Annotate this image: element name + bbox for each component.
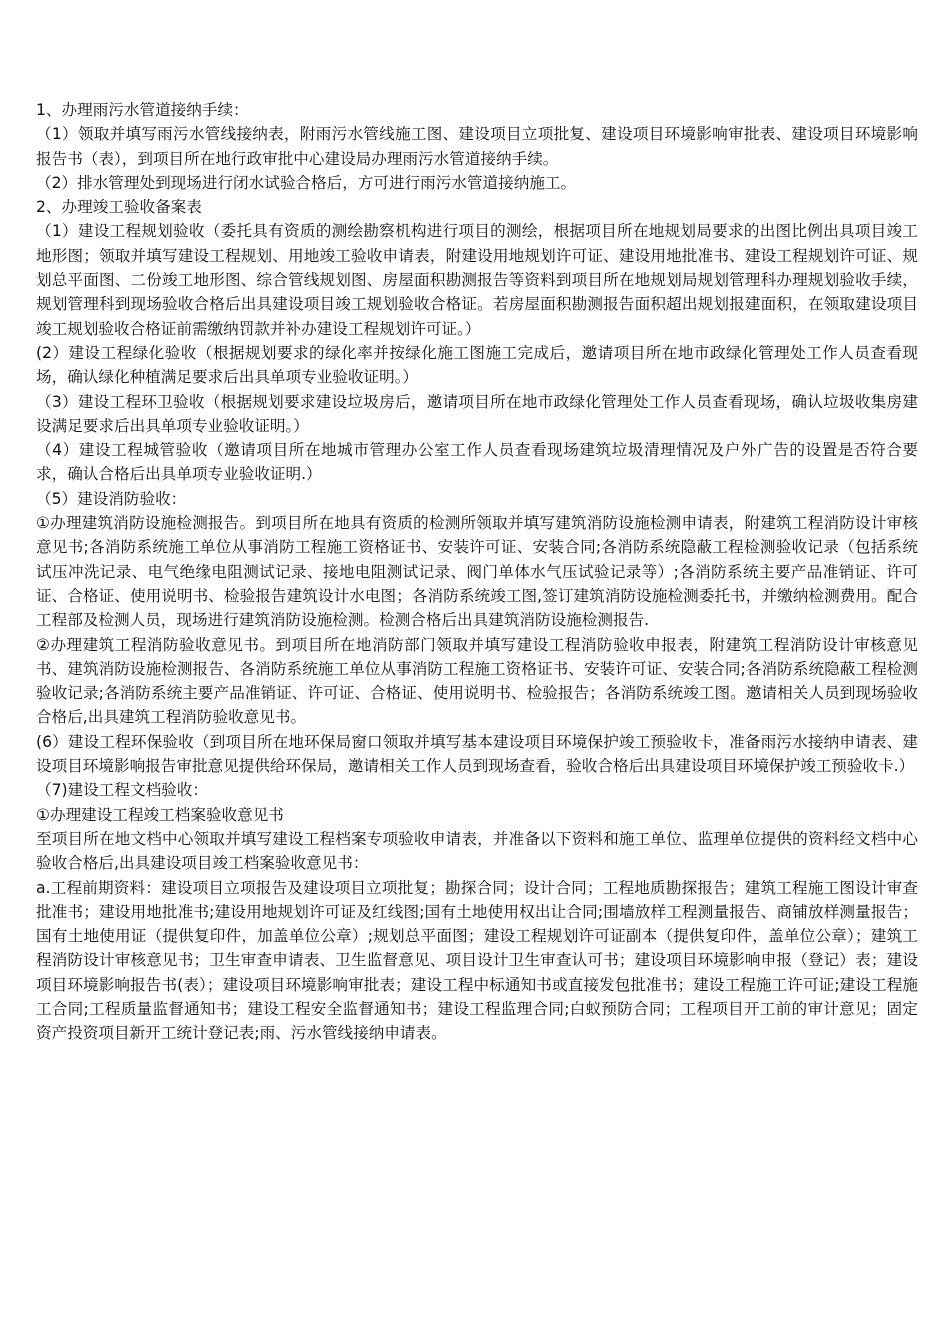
paragraph: （1）领取并填写雨污水管线接纳表，附雨污水管线施工图、建设项目立项批复、建设项目环境影响审批表、建设项目环境影响报告书（表），到项目所在地行政审批中心建设局办理雨污水管道接纳手续。 [36,125,918,168]
paragraph: （1）建设工程规划验收（委托具有资质的测绘勘察机构进行项目的测绘，根据项目所在地规划局要求的出图比例出具项目竣工地形图；领取并填写建设工程规划、用地竣工验收申请表，附建设用地规划许可证、建设用地批准书、建设工程规划许可证、规划总平面图、二份竣工地形图、综合管线规划图、房屋面积勘测报告等资料到项目所在地规划局规划管理科办理规划验收手续，规划管理科到现场验收合格后出具建设项目竣工规划验收合格证。若房屋面积勘测报告面积超出规划报建面积，在领取建设项目竣工规划验收合格证前需缴纳罚款并补办建设工程规划许可证。） [36,222,918,338]
paragraph: ②办理建筑工程消防验收意见书。到项目所在地消防部门领取并填写建设工程消防验收申报表，附建筑工程消防设计审核意见书、建筑消防设施检测报告、各消防系统施工单位从事消防工程施工资格证书、安装许可证、安装合同;各消防系统隐蔽工程检测验收记录;各消防系统主要产品准销证、许可证、合格证、使用说明书、检验报告；各消防系统竣工图。邀请相关人员到现场验收合格后,出具建筑工程消防验收意见书。 [36,635,918,727]
section-heading-2: 2、办理竣工验收备案表 [36,198,202,217]
paragraph: （3）建设工程环卫验收（根据规划要求建设垃圾房后，邀请项目所在地市政绿化管理处工作人员查看现场，确认垃圾收集房建设满足要求后出具单项专业验收证明。） [36,392,918,435]
document-body [36,98,918,1046]
item-heading: ①办理建设工程竣工档案验收意见书 [36,805,284,824]
paragraph: (2）建设工程绿化验收（根据规划要求的绿化率并按绿化施工图施工完成后，邀请项目所在地市政绿化管理处工作人员查看现场，确认绿化种植满足要求后出具单项专业验收证明。） [36,343,918,387]
subsection-heading: （7)建设工程文档验收： [36,781,208,800]
paragraph: 至项目所在地文档中心领取并填写建设工程档案专项验收申请表，并准备以下资料和施工单位、监理单位提供的资料经文档中心验收合格后,出具建设项目竣工档案验收意见书： [36,829,918,873]
paragraph: (6）建设工程环保验收（到项目所在地环保局窗口领取并填写基本建设项目环境保护竣工预验收卡，准备雨污水接纳申请表、建设项目环境影响报告审批意见提供给环保局，邀请相关工作人员到现场查看，验收合格后出具建设项目环境保护竣工预验收卡.） [36,732,918,776]
section-heading-1: 1、办理雨污水管道接纳手续： [36,101,249,119]
paragraph: （2）排水管理处到现场进行闭水试验合格后，方可进行雨污水管道接纳施工。 [36,173,577,192]
paragraph: a.工程前期资料：建设项目立项报告及建设项目立项批复；勘探合同；设计合同；工程地质勘探报告；建筑工程施工图设计审查批准书；建设用地批准书;建设用地规划许可证及红线图;国有土地使用权出让合同;围墙放样工程测量报告、商铺放样测量报告；国有土地使用证（提供复印件，加盖单位公章）;规划总平面图；建设工程规划许可证副本（提供复印件，盖单位公章）；建筑工程消防设计审核意见书；卫生审查申请表、卫生监督意见、项目设计卫生审查认可书；建设项目环境影响申报（登记）表；建设项目环境影响报告书(表）；建设项目环境影响审批表；建设工程中标通知书或直接发包批准书；建设工程施工许可证;建设工程施工合同;工程质量监督通知书；建设工程安全监督通知书；建设工程监理合同;白蚁预防合同；工程项目开工前的审计意见；固定资产投资项目新开工统计登记表;雨、污水管线接纳申请表。 [36,878,918,1043]
paragraph: （4）建设工程城管验收（邀请项目所在地城市管理办公室工作人员查看现场建筑垃圾清理情况及户外广告的设置是否符合要求，确认合格后出具单项专业验收证明.） [36,441,918,484]
subsection-heading: （5）建设消防验收： [36,489,187,508]
paragraph: ①办理建筑消防设施检测报告。到项目所在地具有资质的检测所领取并填写建筑消防设施检测申请表，附建筑工程消防设计审核意见书;各消防系统施工单位从事消防工程施工资格证书、安装许可证、安装合同;各消防系统隐蔽工程检测验收记录（包括系统试压冲洗记录、电气绝缘电阻测试记录、接地电阻测试记录、阀门单体水气压试验记录等）;各消防系统主要产品准销证、许可证、合格证、使用说明书、检验报告建筑设计水电图；各消防系统竣工图,签订建筑消防设施检测委托书，并缴纳检测费用。配合工程部及检测人员，现场进行建筑消防设施检测。检测合格后出具建筑消防设施检测报告. [36,514,918,630]
